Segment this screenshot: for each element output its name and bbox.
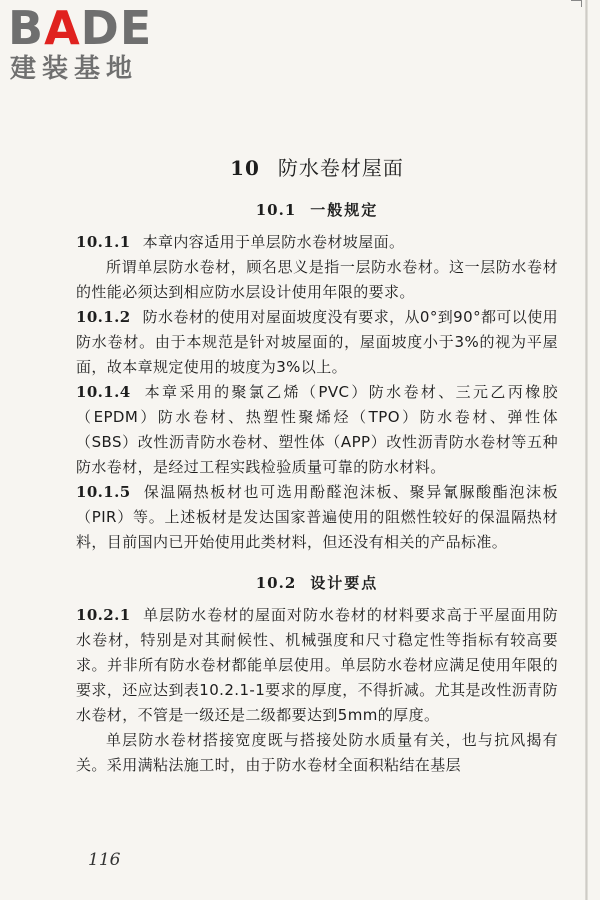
clause-number: 10.1.5 [76, 483, 131, 501]
section-number: 10.1 [255, 201, 297, 219]
clause-paragraph [76, 230, 558, 255]
section-title-text: 设计要点 [310, 574, 379, 592]
section-title-text: 一般规定 [310, 201, 379, 219]
clause-paragraph [76, 603, 558, 728]
clause-paragraph [76, 480, 558, 555]
chapter-title [76, 148, 558, 188]
clause-text: 保温隔热板材也可选用酚醛泡沫板、聚异氰脲酸酯泡沫板（PIR）等。上述板材是发达国家普遍使用的阻燃性较好的保温隔热材料，目前国内已开始使用此类材料，但还没有相关的产品标准。 [76, 483, 558, 551]
bade-logo [8, 2, 173, 84]
section-number: 10.2 [255, 574, 297, 592]
clause-number: 10.1.2 [76, 308, 131, 326]
paragraph-text: 所谓单层防水卷材，顾名思义是指一层防水卷材。这一层防水卷材的性能必须达到相应防水层设计使用年限的要求。 [76, 258, 558, 301]
clause-text: 防水卷材的使用对屋面坡度没有要求，从0°到90°都可以使用防水卷材。由于本规范是针对坡屋面的，屋面坡度小于3%的视为平屋面，故本章规定使用的坡度为3%以上。 [76, 308, 558, 376]
section-title-general [76, 196, 558, 224]
clause-text: 单层防水卷材的屋面对防水卷材的材料要求高于平屋面用防水卷材，特别是对其耐候性、机械强度和尺寸稳定性等指标有较高要求。并非所有防水卷材都能单层使用。单层防水卷材应满足使用年限的要求，还应达到表10.2.1-1要求的厚度，不得折减。尤其是改性沥青防水卷材，不管是一级还是二级都要达到5mm的厚度。 [76, 606, 558, 724]
body-paragraph [76, 255, 558, 305]
section-spacer [76, 555, 558, 569]
clause-number: 10.1.1 [76, 233, 131, 251]
logo-letters-left: B [8, 1, 45, 55]
clause-text: 本章采用的聚氯乙烯（PVC）防水卷材、三元乙丙橡胶（EPDM）防水卷材、热塑性聚烯烃（TPO）防水卷材、弹性体（SBS）改性沥青防水卷材、塑性体（APP）改性沥青防水卷材等五种防水卷材，是经过工程实践检验质量可靠的防水材料。 [76, 383, 558, 476]
section-title-design [76, 569, 558, 597]
clause-paragraph [76, 380, 558, 480]
logo-letter-accent: A [44, 1, 81, 55]
clause-paragraph [76, 305, 558, 380]
chapter-number: 10 [230, 156, 260, 180]
logo-letters-right: DE [80, 1, 153, 55]
clause-number: 10.1.4 [76, 383, 131, 401]
logo-wordmark [8, 2, 152, 54]
body-paragraph [76, 728, 558, 778]
crop-mark [571, 0, 582, 7]
logo-subtitle: 建装基地 [10, 54, 139, 84]
page-content [76, 148, 558, 778]
chapter-title-text: 防水卷材屋面 [277, 156, 404, 180]
paragraph-text: 单层防水卷材搭接宽度既与搭接处防水质量有关，也与抗风揭有关。采用满粘法施工时，由于防水卷材全面积粘结在基层 [76, 731, 558, 774]
page-spine-shadow [585, 0, 588, 900]
clause-number: 10.2.1 [76, 606, 131, 624]
clause-text: 本章内容适用于单层防水卷材坡屋面。 [142, 233, 405, 251]
page-number: 116 [88, 850, 121, 870]
